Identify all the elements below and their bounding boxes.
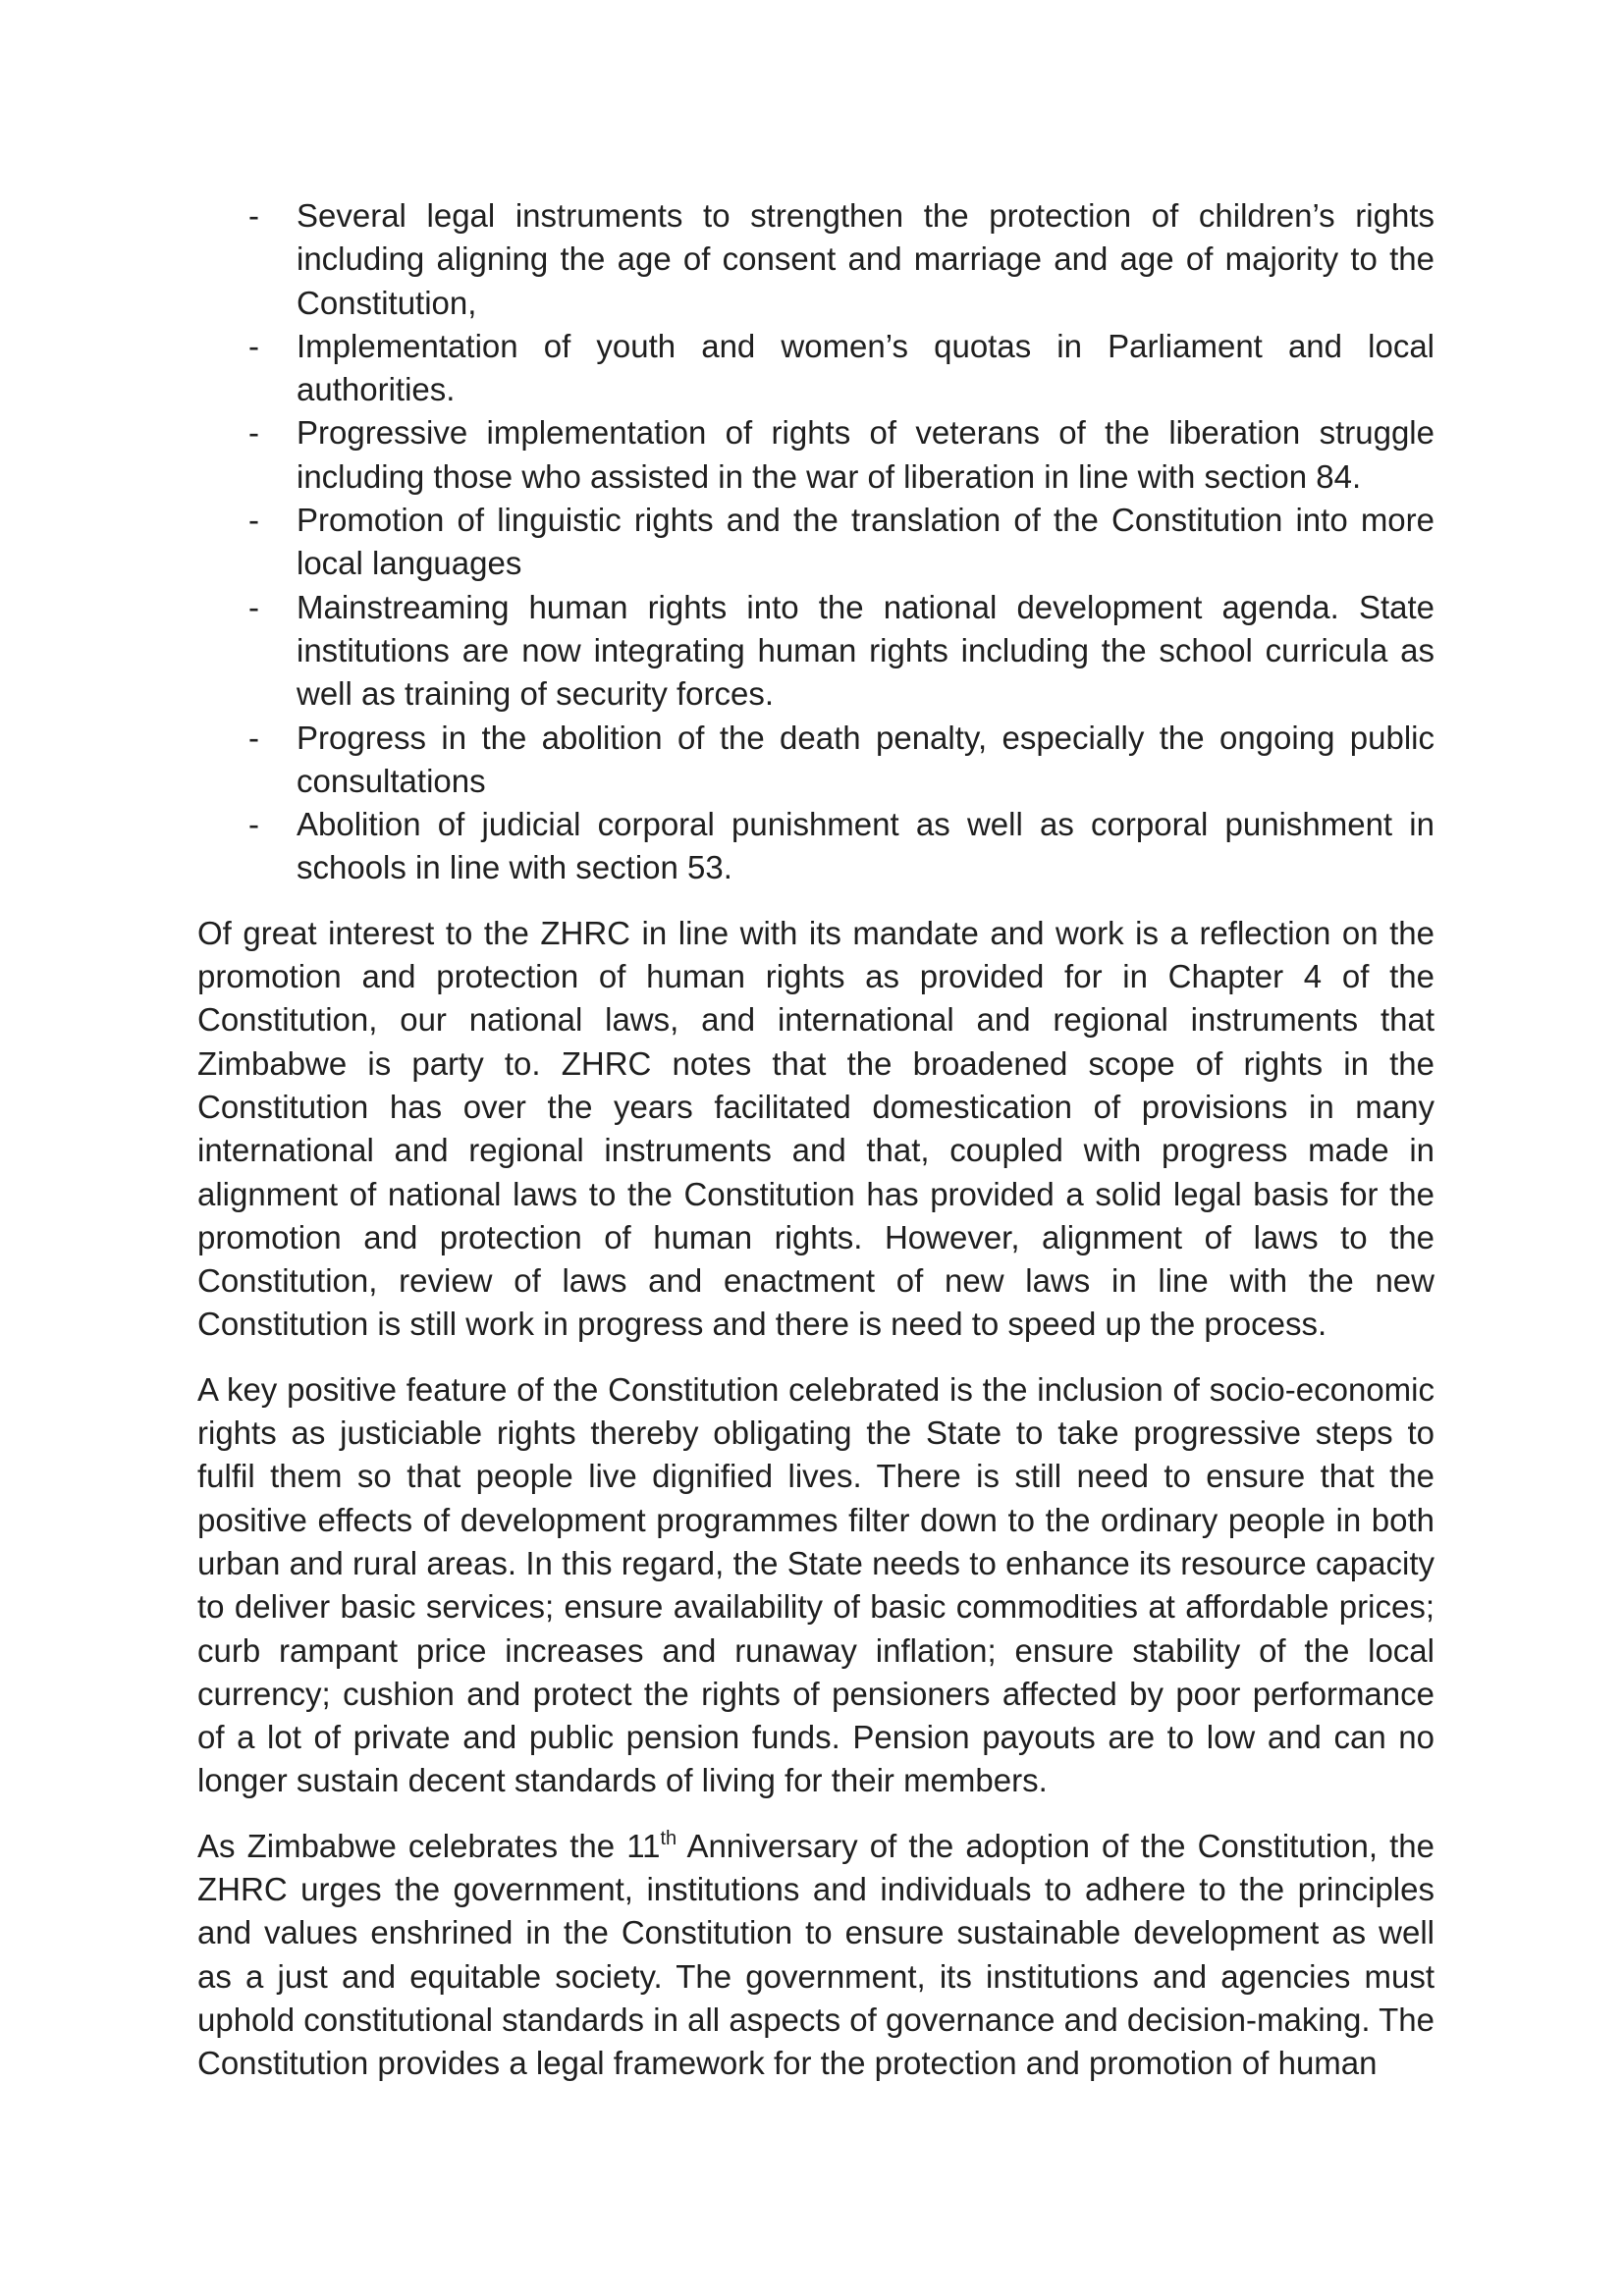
paragraph-zhrc-interest: Of great interest to the ZHRC in line with its mandate and work is a reflection on the promotion and protection of human rights as provided for in Chapter 4 of the Constitution, our national laws, and international and regional instruments that Zimbabwe is party to. ZHRC notes that the broadened scope of rights in the Constitution has over the years facilitated domestication of provisions in many international and regional instruments and that, coupled with progress made in alignment of national laws to the Constitution has provided a solid legal basis for the promotion and protection of human rights. However, alignment of laws to the Constitution, review of laws and enactment of new laws in line with the new Constitution is still work in progress and there is need to speed up the process. <box>197 914 1435 1343</box>
bullet-dash: - <box>248 806 259 843</box>
list-item-text: Mainstreaming human rights into the national development agenda. State institutions are now integrating human rights including the school curricula as well as training of security forces. <box>297 588 1435 713</box>
list-item-text: Progressive implementation of rights of veterans of the liberation struggle including those who assisted in the war of liberation in line with section 84. <box>297 414 1435 495</box>
bullet-list <box>197 194 1435 890</box>
paragraph-socio-economic-rights: A key positive feature of the Constitution celebrated is the inclusion of socio-economic rights as justiciable rights thereby obligating the State to take progressive steps to fulfil them so that people live dignified lives. There is still need to ensure that the positive effects of development programmes filter down to the ordinary people in both urban and rural areas. In this regard, the State needs to enhance its resource capacity to deliver basic services; ensure availability of basic commodities at affordable prices; curb rampant price increases and runaway inflation; ensure stability of the local currency; cushion and protect the rights of pensioners affected by poor performance of a lot of private and public pension funds. Pension payouts are to low and can no longer sustain decent standards of living for their members. <box>197 1370 1435 1799</box>
list-item <box>197 411 1435 499</box>
list-item <box>197 803 1435 890</box>
bullet-dash: - <box>248 197 259 234</box>
list-item-text: Abolition of judicial corporal punishment as well as corporal punishment in schools in line with section 53. <box>297 806 1435 886</box>
list-item-text: Implementation of youth and women’s quotas in Parliament and local authorities. <box>297 327 1435 408</box>
document-page <box>197 194 1435 2085</box>
list-item-text: Progress in the abolition of the death penalty, especially the ongoing public consultations <box>297 719 1435 799</box>
bullet-dash: - <box>248 502 259 539</box>
bullet-dash: - <box>248 719 259 756</box>
list-item <box>197 717 1435 804</box>
anniversary-text-start: As Zimbabwe celebrates the 11 <box>197 1827 661 1864</box>
list-item-text: Promotion of linguistic rights and the translation of the Constitution into more local languages <box>297 502 1435 582</box>
bullet-dash: - <box>248 588 259 625</box>
paragraph-anniversary <box>197 1825 1435 2086</box>
list-item <box>197 325 1435 412</box>
list-item <box>197 499 1435 586</box>
bullet-dash: - <box>248 327 259 364</box>
anniversary-text-rest: Anniversary of the adoption of the Constitution, the ZHRC urges the government, institutions and individuals to adhere to the principles and values enshrined in the Constitution to ensure sustainable development as well as a just and equitable society. The government, its institutions and agencies must uphold constitutional standards in all aspects of governance and decision-making. The Constitution provides a legal framework for the protection and promotion of human <box>197 1827 1435 2082</box>
ordinal-suffix: th <box>660 1827 677 1849</box>
list-item <box>197 194 1435 325</box>
list-item-text: Several legal instruments to strengthen the protection of children’s rights including aligning the age of consent and marriage and age of majority to the Constitution, <box>297 197 1435 321</box>
list-item <box>197 586 1435 717</box>
bullet-dash: - <box>248 414 259 452</box>
